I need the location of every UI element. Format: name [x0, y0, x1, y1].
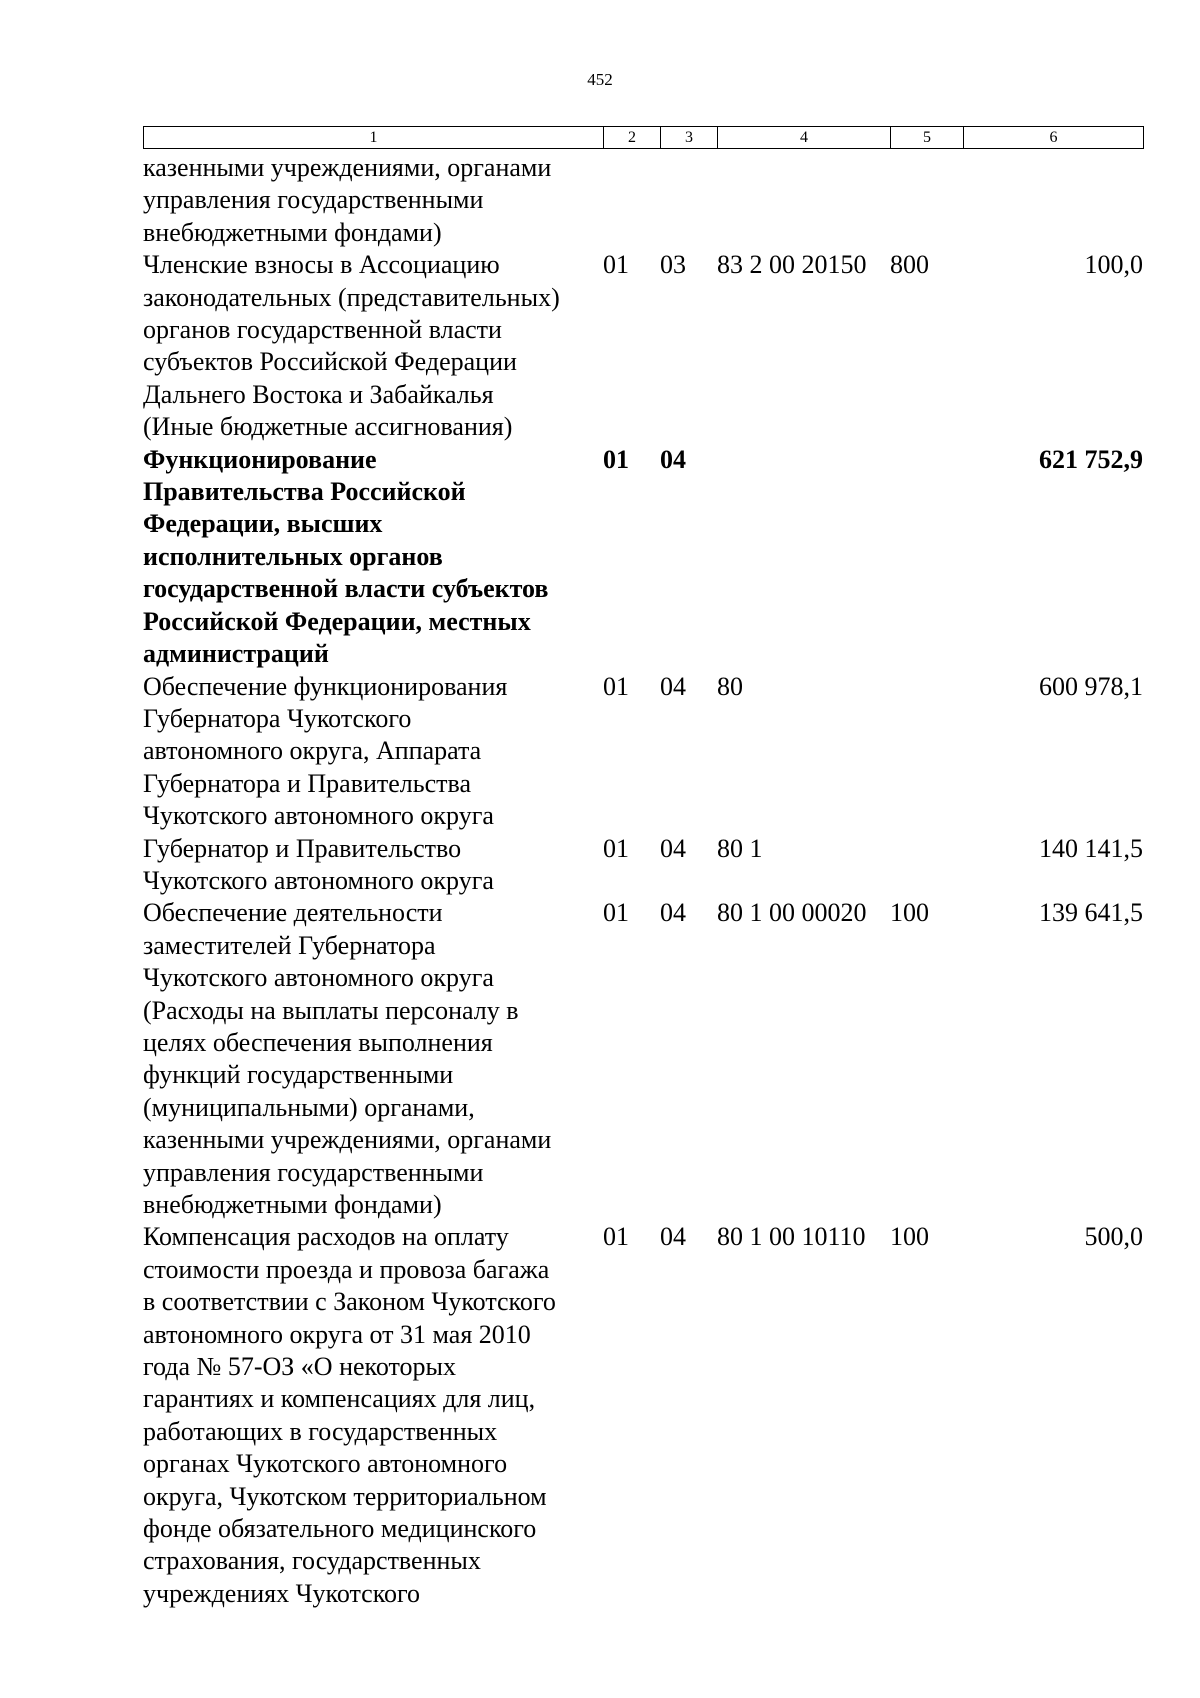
column-number-1: 1 — [144, 127, 604, 149]
row-expense-type: 800 — [890, 250, 929, 280]
row-subsection — [660, 152, 717, 249]
row-name: казенными учреждениями, органами управления государственными внебюджетными фондами) — [143, 153, 552, 247]
row-name: Компенсация расходов на оплату стоимости проезда и провоза багажа в соответствии с Законом Чукотского автономного округа от 31 мая 2010 года № 57-ОЗ «О некоторых гарантиях и компенсациях для лиц, работающих в государственных органах Чукотского автономного округа, Чукотском территориальном фонде обязательного медицинского страхования, государственных учреждениях Чукотского — [143, 1222, 556, 1608]
row-amount: 139 641,5 — [1039, 898, 1143, 928]
row-name: Членские взносы в Ассоциацию законодательных (представительных) органов государственной власти субъектов Российской Федерации Дальнего Востока и Забайкалья (Иные бюджетные ассигнования) — [143, 250, 560, 442]
row-subsection: 04 — [660, 833, 686, 863]
row-target-article: 80 1 00 00020 — [717, 898, 867, 928]
row-name: Функционирование Правительства Российской Федерации, высших исполнительных органов государственной власти субъектов Российской Федерации, местных администраций — [143, 444, 549, 669]
row-expense-type — [890, 671, 963, 833]
table-row — [143, 1221, 1143, 1610]
column-number-4: 4 — [718, 127, 891, 149]
row-name: Обеспечение деятельности заместителей Губернатора Чукотского автономного округа (Расходы на выплаты персоналу в целях обеспечения выполнения функций государственными (муниципальными) органами, казенными учреждениями, органами управления государственными внебюджетными фондами) — [143, 898, 552, 1219]
column-number-6: 6 — [964, 127, 1144, 149]
row-target-article: 80 1 — [717, 833, 763, 863]
row-expense-type: 100 — [890, 898, 929, 928]
row-expense-type — [890, 833, 963, 898]
row-target-article: 83 2 00 20150 — [717, 250, 867, 280]
row-amount — [963, 152, 1143, 249]
column-number-3: 3 — [661, 127, 718, 149]
row-section: 01 — [603, 250, 629, 280]
row-section: 01 — [603, 833, 629, 863]
page-number: 452 — [587, 70, 613, 89]
row-expense-type — [890, 444, 963, 671]
row-subsection: 03 — [660, 250, 686, 280]
row-section: 01 — [603, 671, 629, 701]
row-name: Обеспечение функционирования Губернатора Чукотского автономного округа, Аппарата Губернатора и Правительства Чукотского автономного округа — [143, 671, 508, 831]
row-expense-type: 100 — [890, 1222, 929, 1252]
table-row — [143, 671, 1143, 833]
row-subsection: 04 — [660, 1222, 686, 1252]
column-header-table — [143, 126, 1144, 149]
row-subsection: 04 — [660, 444, 686, 474]
row-amount: 100,0 — [1084, 250, 1143, 280]
table-row-section-total — [143, 444, 1143, 671]
table-row — [143, 833, 1143, 898]
row-target-article — [717, 152, 890, 249]
row-target-article — [717, 444, 890, 671]
row-section: 01 — [603, 444, 629, 474]
budget-rows — [143, 152, 1143, 1610]
table-row — [143, 249, 1143, 443]
row-subsection: 04 — [660, 898, 686, 928]
row-target-article: 80 1 00 10110 — [717, 1222, 866, 1252]
row-amount: 600 978,1 — [1039, 671, 1143, 701]
row-target-article: 80 — [717, 671, 743, 701]
row-section: 01 — [603, 1222, 629, 1252]
row-section — [603, 152, 660, 249]
column-number-5: 5 — [891, 127, 964, 149]
row-section: 01 — [603, 898, 629, 928]
row-name: Губернатор и Правительство Чукотского автономного округа — [143, 833, 494, 895]
table-row — [143, 897, 1143, 1221]
row-amount: 500,0 — [1084, 1222, 1143, 1252]
table-row — [143, 152, 1143, 249]
row-subsection: 04 — [660, 671, 686, 701]
row-amount: 140 141,5 — [1039, 833, 1143, 863]
row-amount: 621 752,9 — [1039, 444, 1143, 474]
column-number-2: 2 — [604, 127, 661, 149]
column-numbers-row — [144, 127, 1144, 149]
row-expense-type — [890, 152, 963, 249]
